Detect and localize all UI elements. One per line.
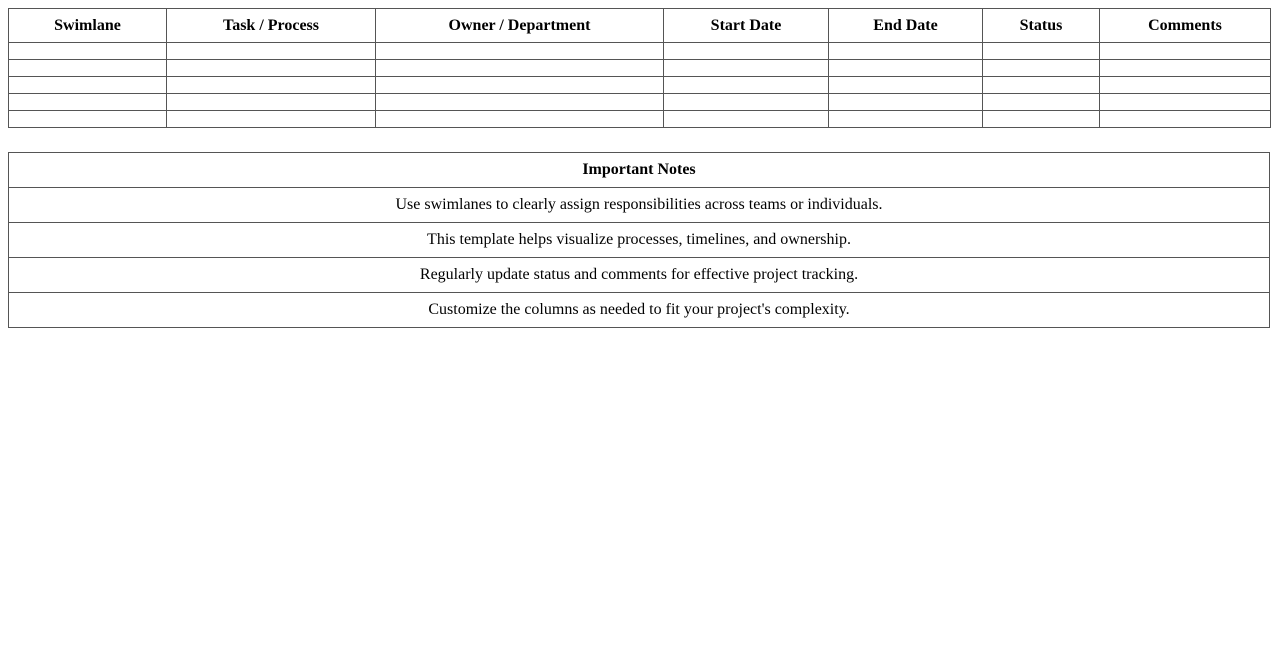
cell-start-date[interactable] [664, 43, 829, 60]
table-row [9, 111, 1271, 128]
note-row [9, 293, 1270, 328]
cell-comments[interactable] [1100, 43, 1271, 60]
note-row [9, 223, 1270, 258]
cell-end-date[interactable] [829, 77, 983, 94]
cell-owner-department[interactable] [376, 77, 664, 94]
cell-owner-department[interactable] [376, 94, 664, 111]
cell-owner-department[interactable] [376, 111, 664, 128]
cell-start-date[interactable] [664, 77, 829, 94]
note-item: Customize the columns as needed to fit your project's complexity. [9, 293, 1270, 328]
cell-owner-department[interactable] [376, 60, 664, 77]
header-owner-department: Owner / Department [376, 9, 664, 43]
cell-end-date[interactable] [829, 94, 983, 111]
cell-task-process[interactable] [167, 94, 376, 111]
cell-end-date[interactable] [829, 60, 983, 77]
table-row [9, 77, 1271, 94]
cell-comments[interactable] [1100, 94, 1271, 111]
cell-swimlane[interactable] [9, 60, 167, 77]
note-item: This template helps visualize processes, timelines, and ownership. [9, 223, 1270, 258]
cell-task-process[interactable] [167, 77, 376, 94]
cell-swimlane[interactable] [9, 111, 167, 128]
cell-task-process[interactable] [167, 111, 376, 128]
table-row [9, 94, 1271, 111]
cell-swimlane[interactable] [9, 94, 167, 111]
header-task-process: Task / Process [167, 9, 376, 43]
notes-header-row [9, 153, 1270, 188]
note-row [9, 258, 1270, 293]
note-row [9, 188, 1270, 223]
cell-status[interactable] [983, 43, 1100, 60]
note-item: Use swimlanes to clearly assign responsibilities across teams or individuals. [9, 188, 1270, 223]
cell-end-date[interactable] [829, 111, 983, 128]
important-notes-table [8, 152, 1270, 328]
swimlane-table [8, 8, 1271, 128]
cell-task-process[interactable] [167, 60, 376, 77]
header-swimlane: Swimlane [9, 9, 167, 43]
cell-status[interactable] [983, 94, 1100, 111]
cell-status[interactable] [983, 111, 1100, 128]
cell-comments[interactable] [1100, 111, 1271, 128]
cell-start-date[interactable] [664, 60, 829, 77]
header-comments: Comments [1100, 9, 1271, 43]
cell-end-date[interactable] [829, 43, 983, 60]
notes-title: Important Notes [9, 153, 1270, 188]
cell-start-date[interactable] [664, 94, 829, 111]
header-start-date: Start Date [664, 9, 829, 43]
cell-owner-department[interactable] [376, 43, 664, 60]
cell-swimlane[interactable] [9, 77, 167, 94]
note-item: Regularly update status and comments for effective project tracking. [9, 258, 1270, 293]
cell-status[interactable] [983, 77, 1100, 94]
cell-start-date[interactable] [664, 111, 829, 128]
document-body [8, 8, 1270, 328]
table-row [9, 60, 1271, 77]
header-status: Status [983, 9, 1100, 43]
cell-status[interactable] [983, 60, 1100, 77]
table-row [9, 43, 1271, 60]
header-end-date: End Date [829, 9, 983, 43]
cell-comments[interactable] [1100, 77, 1271, 94]
table-header-row [9, 9, 1271, 43]
cell-task-process[interactable] [167, 43, 376, 60]
cell-swimlane[interactable] [9, 43, 167, 60]
cell-comments[interactable] [1100, 60, 1271, 77]
